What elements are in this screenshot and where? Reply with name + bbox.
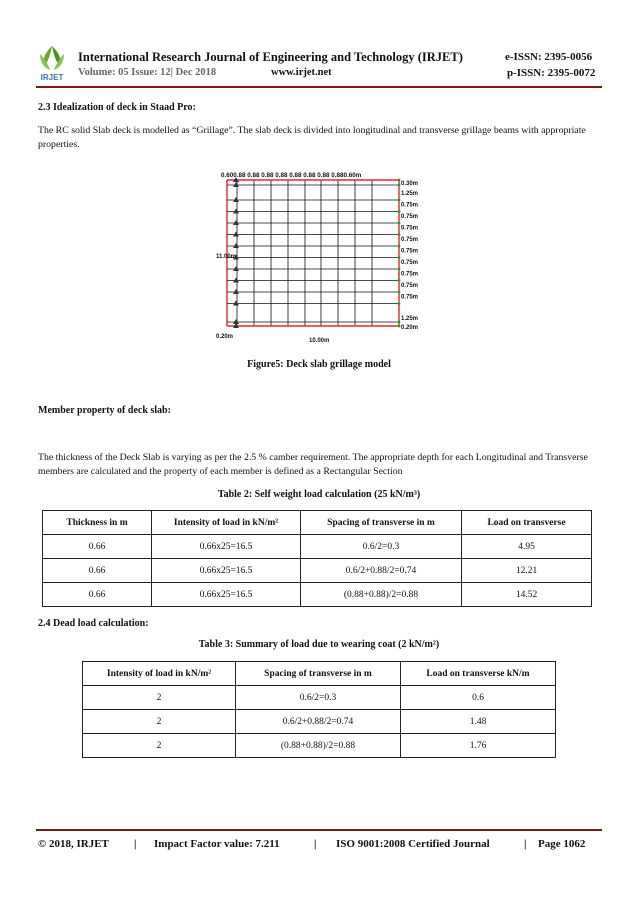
figure-right-labels <box>401 181 418 331</box>
eissn: e-ISSN: 2395-0056 <box>505 51 593 63</box>
footer-separator: | <box>314 838 317 850</box>
table-cell: 2 <box>83 710 236 734</box>
table-cell: 14.52 <box>462 583 592 607</box>
edge-node <box>398 245 401 248</box>
table2-header: Spacing of transverse in m <box>301 511 462 535</box>
table-cell: 0.6/2=0.3 <box>236 686 401 710</box>
section-2-3-paragraph: The RC solid Slab deck is modelled as “Grillage”. The slab deck is divided into longitudinal and transverse grillage beams with appropriate properties. <box>38 125 586 150</box>
right-dimension-label: 0.75m <box>401 237 419 243</box>
figure-bottom-label: 10.00m <box>309 338 330 344</box>
section-heading-2-3: 2.3 Idealization of deck in Staad Pro: <box>38 102 196 113</box>
table-row <box>83 686 556 710</box>
right-dimension-label: 0.75m <box>401 294 419 301</box>
table-row <box>43 583 592 607</box>
table-cell: 0.66 <box>43 535 152 559</box>
table3 <box>82 661 556 758</box>
member-property-heading: Member property of deck slab: <box>38 405 171 416</box>
table-cell: 1.48 <box>401 710 556 734</box>
table3-header: Intensity of load in kN/m² <box>83 662 236 686</box>
table-cell: 0.66x25=16.5 <box>152 559 301 583</box>
table-cell: 2 <box>83 734 236 758</box>
footer-page-number: Page 1062 <box>538 838 586 850</box>
support-node <box>233 301 239 306</box>
table2-header-row <box>43 511 592 535</box>
table2-header: Thickness in m <box>43 511 152 535</box>
table-row <box>83 710 556 734</box>
table-cell: 0.66 <box>43 559 152 583</box>
table-cell: 0.66x25=16.5 <box>152 535 301 559</box>
table-row <box>43 559 592 583</box>
support-node <box>233 182 239 187</box>
pissn: p-ISSN: 2395-0072 <box>507 67 596 79</box>
table-cell: 1.76 <box>401 734 556 758</box>
table-cell: 0.6 <box>401 686 556 710</box>
support-node <box>233 278 239 283</box>
edge-node <box>398 279 401 282</box>
journal-url[interactable]: www.irjet.net <box>271 67 332 78</box>
right-dimension-label: 0.75m <box>401 202 419 209</box>
support-node <box>233 220 239 225</box>
support-node <box>233 197 239 202</box>
footer-separator: | <box>524 838 527 850</box>
support-node <box>233 243 239 248</box>
table2-header: Load on transverse <box>462 511 592 535</box>
footer-copyright: © 2018, IRJET <box>38 838 109 850</box>
table-cell: (0.88+0.88)/2=0.88 <box>301 583 462 607</box>
right-dimension-label: 1.25m <box>401 191 419 197</box>
table-cell: 0.6/2+0.88/2=0.74 <box>236 710 401 734</box>
table2-title: Table 2: Self weight load calculation (25 kN/m³) <box>217 489 421 500</box>
right-dimension-label: 1.25m <box>401 316 419 322</box>
section-heading-2-4: 2.4 Dead load calculation: <box>38 618 149 629</box>
edge-node <box>398 179 401 182</box>
table3-title: Table 3: Summary of load due to wearing coat (2 kN/m²) <box>198 639 440 650</box>
header-divider <box>36 86 602 88</box>
right-dimension-label: 0.75m <box>401 248 419 255</box>
table3-header: Spacing of transverse in m <box>236 662 401 686</box>
right-dimension-label: 0.30m <box>401 181 419 187</box>
right-dimension-label: 0.75m <box>401 214 419 220</box>
table2-header: Intensity of load in kN/m² <box>152 511 301 535</box>
table-cell: (0.88+0.88)/2=0.88 <box>236 734 401 758</box>
table3-header-row <box>83 662 556 686</box>
grillage-figure <box>211 168 431 346</box>
edge-node <box>398 222 401 225</box>
edge-node <box>398 321 401 324</box>
logo-text: IRJET <box>40 73 64 82</box>
table-cell: 12.21 <box>462 559 592 583</box>
journal-title: International Research Journal of Engineering and Technology (IRJET) <box>78 50 463 64</box>
support-node <box>233 289 239 294</box>
edge-node <box>398 210 401 213</box>
figure-left-label: 11.00m <box>216 254 237 260</box>
figure-top-labels: 0.600.88 0.88 0.88 0.88 0.88 0.88 0.88 0.880.60m <box>221 172 362 179</box>
footer-impact-factor: Impact Factor value: 7.211 <box>154 838 280 850</box>
right-dimension-label: 0.75m <box>401 225 419 232</box>
member-property-paragraph: The thickness of the Deck Slab is varying as per the 2.5 % camber requirement. The appropriate depth for each Longitudinal and Transverse members are calculated and the property of each member is defined as a Rectangular Section <box>38 452 588 477</box>
table-cell: 2 <box>83 686 236 710</box>
right-dimension-label: 0.20m <box>401 325 419 331</box>
irjet-logo <box>36 44 68 82</box>
table-cell: 0.6/2=0.3 <box>301 535 462 559</box>
edge-node <box>398 268 401 271</box>
table-row <box>83 734 556 758</box>
figure-caption: Figure5: Deck slab grillage model <box>247 359 391 370</box>
right-dimension-label: 0.75m <box>401 260 419 266</box>
footer-separator: | <box>134 838 137 850</box>
table-row <box>43 535 592 559</box>
table-cell: 0.6/2+0.88/2=0.74 <box>301 559 462 583</box>
grillage-grid <box>227 177 400 328</box>
edge-node <box>398 291 401 294</box>
edge-node <box>398 199 401 202</box>
support-node <box>233 232 239 237</box>
table-cell: 4.95 <box>462 535 592 559</box>
edge-node <box>398 302 401 305</box>
edge-node <box>398 256 401 259</box>
table-cell: 0.66 <box>43 583 152 607</box>
table-cell: 0.66x25=16.5 <box>152 583 301 607</box>
table3-header: Load on transverse kN/m <box>401 662 556 686</box>
right-dimension-label: 0.75m <box>401 283 419 289</box>
support-node <box>233 209 239 214</box>
edge-node <box>398 184 401 187</box>
figure-bottom-left-label: 0.20m <box>216 334 234 340</box>
volume-issue: Volume: 05 Issue: 12| Dec 2018 <box>78 67 217 78</box>
table2 <box>42 510 592 607</box>
edge-node <box>398 325 401 328</box>
support-node <box>233 266 239 271</box>
edge-node <box>398 233 401 236</box>
right-dimension-label: 0.75m <box>401 271 419 278</box>
footer-divider <box>36 829 602 831</box>
footer-iso: ISO 9001:2008 Certified Journal <box>336 838 490 850</box>
